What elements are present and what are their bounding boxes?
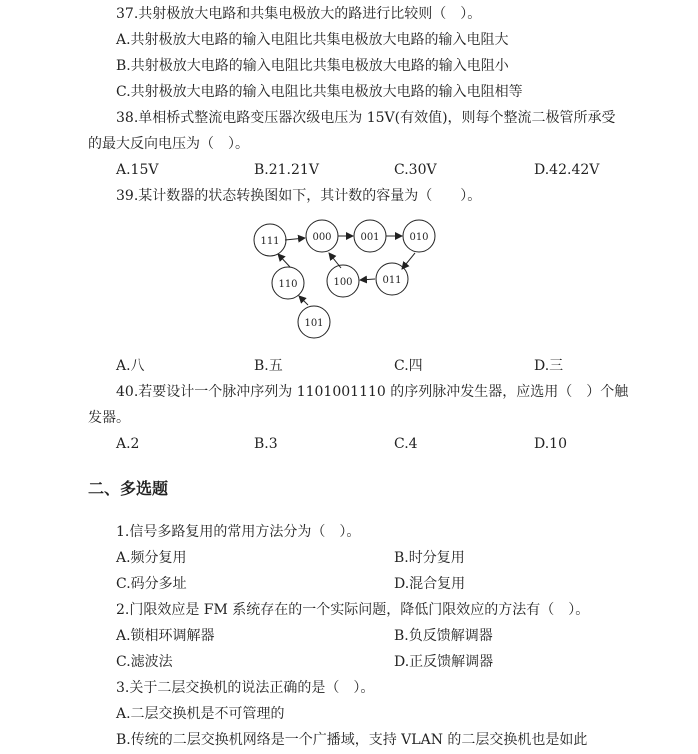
m2-option-c: C.滤波法 — [116, 654, 173, 670]
q38-option-c: C.30V — [394, 162, 437, 178]
q38-stem-line1: 38.单相桥式整流电路变压器次级电压为 15V(有效值)，则每个整流二极管所承受 — [116, 110, 616, 126]
section-heading-multiple-choice: 二、多选题 — [88, 479, 169, 498]
q37-stem: 37.共射极放大电路和共集电极放大的路进行比较则（ ）。 — [116, 6, 482, 22]
q38-option-d: D.42.42V — [534, 162, 600, 178]
m2-option-d: D.正反馈解调器 — [394, 654, 494, 670]
state-label-011: 011 — [382, 275, 402, 286]
q40-stem-line2: 发器。 — [88, 410, 130, 426]
m3-option-b: B.传统的二层交换机网络是一个广播域，支持 VLAN 的二层交换机也是如此 — [116, 732, 588, 748]
q38-option-a: A.15V — [116, 162, 159, 178]
state-label-101: 101 — [304, 318, 324, 329]
m2-option-a: A.锁相环调解器 — [116, 628, 215, 644]
m1-option-b: B.时分复用 — [394, 550, 465, 566]
q39-option-a: A.八 — [116, 358, 145, 374]
m2-stem: 2.门限效应是 FM 系统存在的一个实际问题，降低门限效应的方法有（ ）。 — [116, 602, 590, 618]
q37-option-b: B.共射极放大电路的输入电阻比共集电极放大电路的输入电阻小 — [116, 58, 509, 74]
q37-option-a: A.共射极放大电路的输入电阻比共集电极放大电路的输入电阻大 — [116, 32, 509, 48]
state-label-110: 110 — [278, 279, 298, 290]
state-label-000: 000 — [312, 232, 332, 243]
q40-option-c: C.4 — [394, 436, 418, 452]
q38-stem-line2: 的最大反向电压为（ ）。 — [88, 136, 249, 152]
arrow-110-111 — [278, 254, 290, 267]
q40-option-d: D.10 — [534, 436, 567, 452]
state-label-111: 111 — [260, 236, 280, 247]
state-label-100: 100 — [333, 277, 353, 288]
q40-stem-line1: 40.若要设计一个脉冲序列为 1101001110 的序列脉冲发生器，应选用（ ）个触 — [116, 384, 629, 400]
arrow-010-011 — [402, 253, 415, 269]
arrow-111-000 — [285, 238, 305, 240]
m3-option-a: A.二层交换机是不可管理的 — [116, 706, 285, 722]
q39-option-c: C.四 — [394, 358, 423, 374]
q40-option-b: B.3 — [254, 436, 278, 452]
q38-option-b: B.21.21V — [254, 162, 319, 178]
m3-stem: 3.关于二层交换机的说法正确的是（ ）。 — [116, 680, 375, 696]
q40-option-a: A.2 — [116, 436, 140, 452]
arrow-011-100 — [360, 279, 375, 280]
m2-option-b: B.负反馈解调器 — [394, 628, 493, 644]
state-label-010: 010 — [409, 232, 429, 243]
q39-stem: 39.某计数器的状态转换图如下，其计数的容量为（ ）。 — [116, 188, 482, 204]
m1-option-d: D.混合复用 — [394, 576, 466, 592]
m1-stem: 1.信号多路复用的常用方法分为（ ）。 — [116, 524, 361, 540]
m1-option-a: A.频分复用 — [116, 550, 187, 566]
m1-option-c: C.码分多址 — [116, 576, 187, 592]
state-transition-diagram — [245, 215, 445, 345]
q39-option-d: D.三 — [534, 358, 564, 374]
q39-option-b: B.五 — [254, 358, 283, 374]
arrow-101-110 — [299, 296, 308, 305]
q37-option-c: C.共射极放大电路的输入电阻比共集电极放大电路的输入电阻相等 — [116, 84, 523, 100]
state-label-001: 001 — [360, 232, 380, 243]
